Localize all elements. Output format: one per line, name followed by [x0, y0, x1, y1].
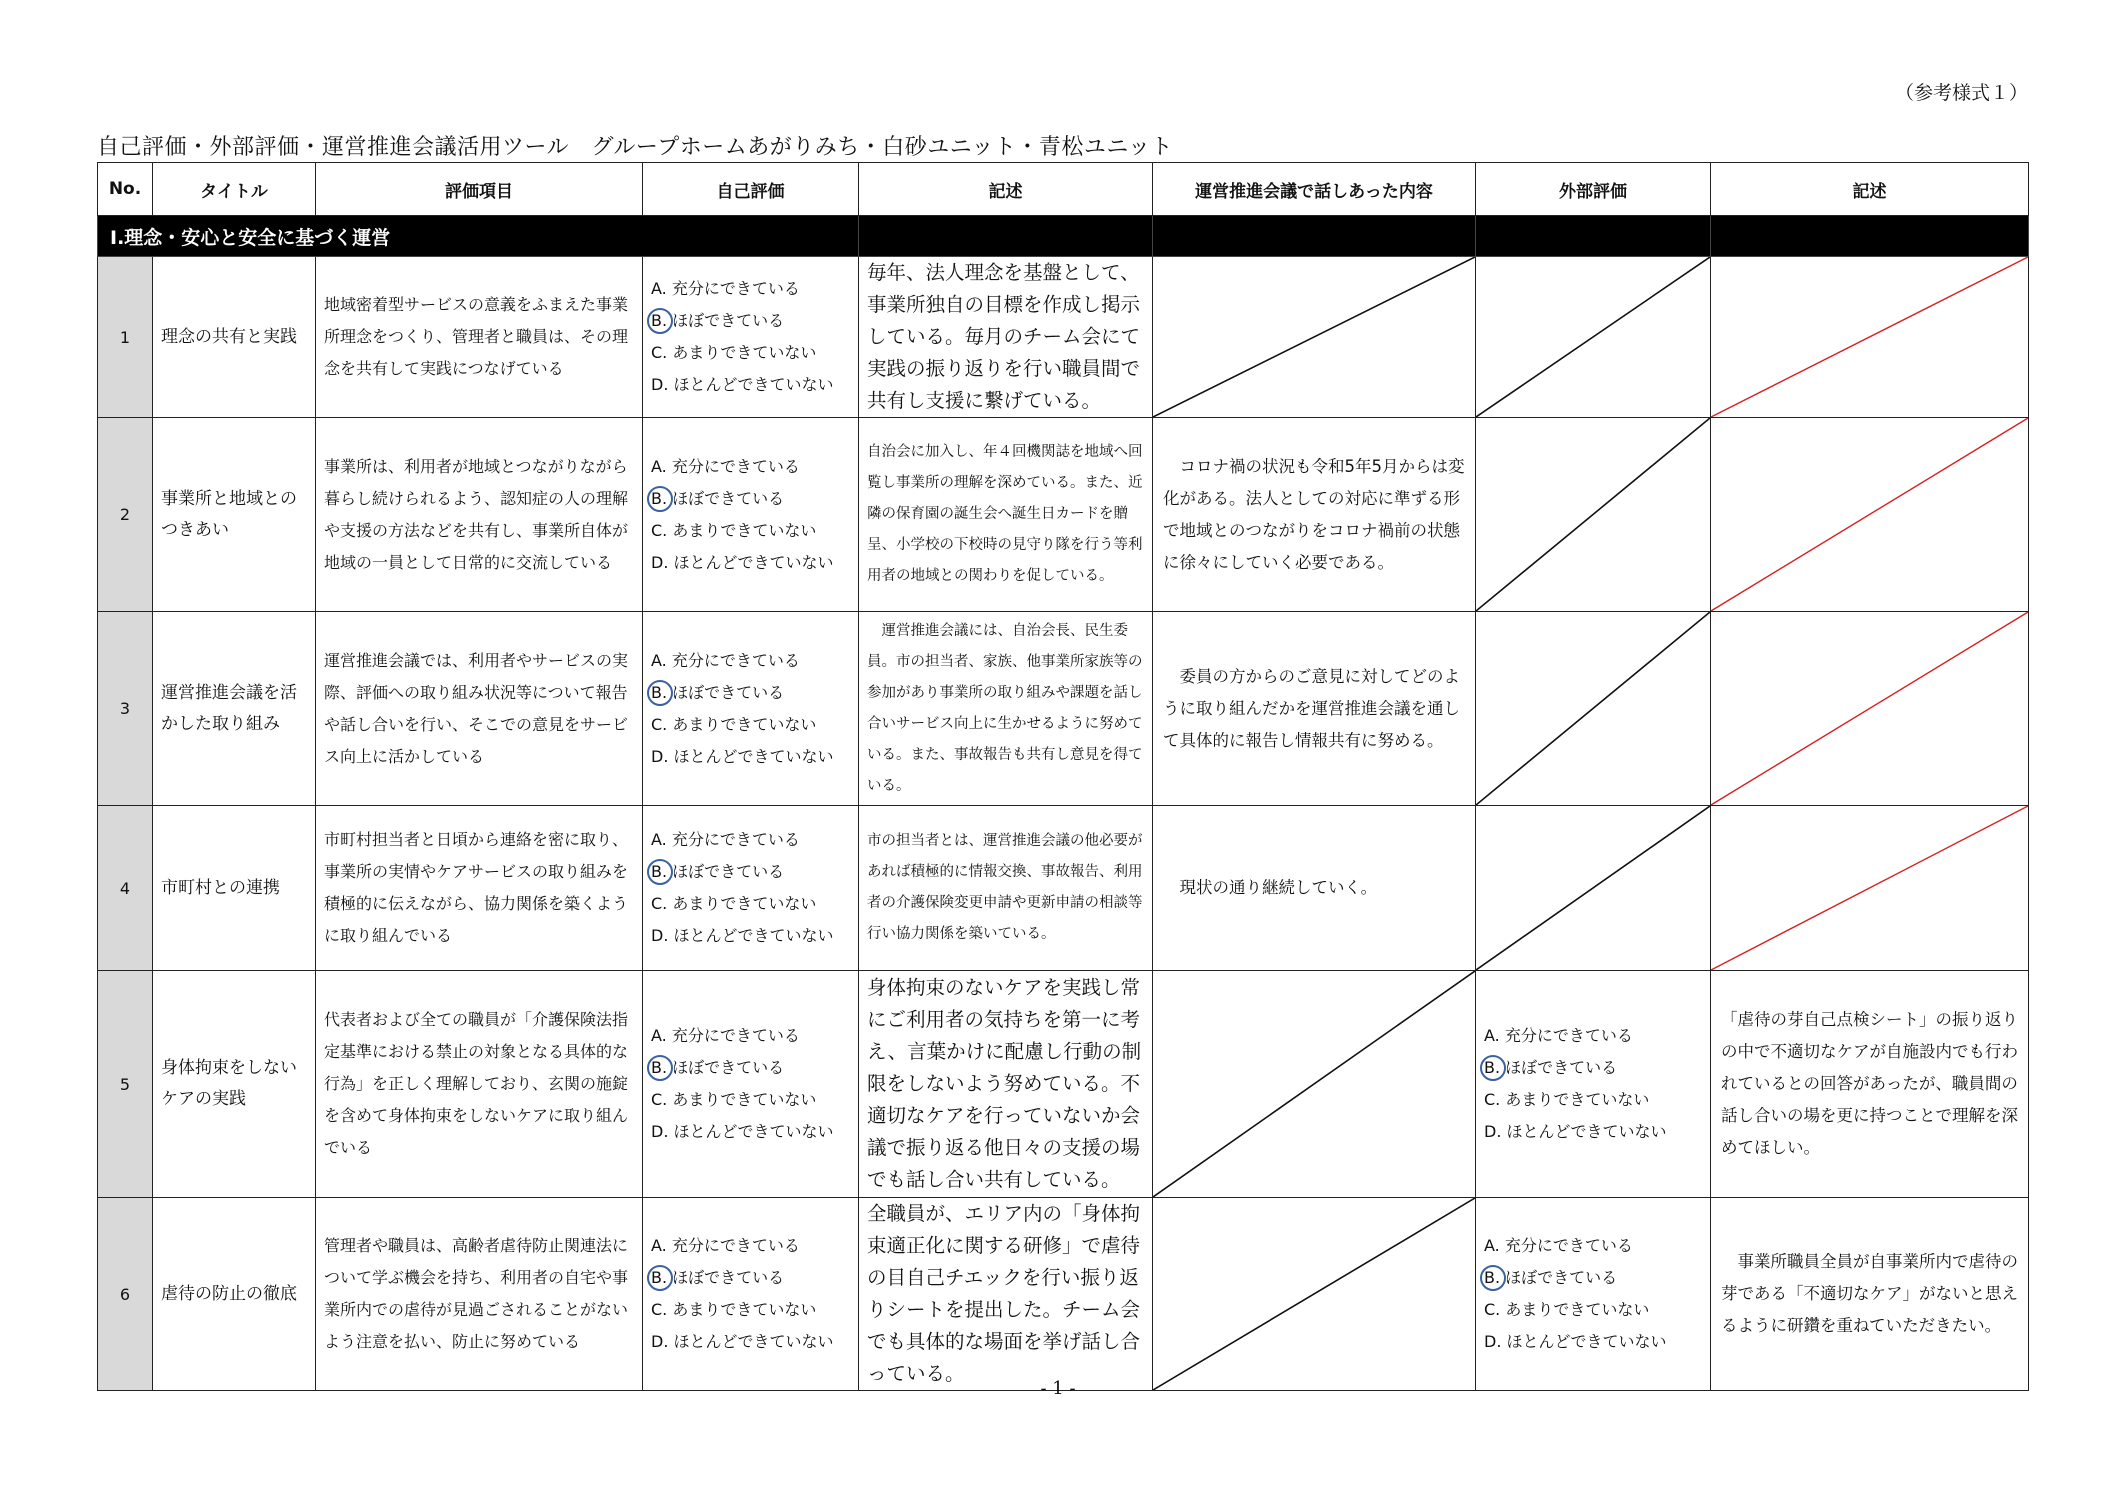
section-title: Ⅰ.理念・安心と安全に基づく運営 [98, 216, 859, 257]
ext-eval-empty [1476, 418, 1711, 612]
meeting-notes-empty [1153, 971, 1476, 1198]
option-d [1484, 1116, 1702, 1148]
row-title [153, 257, 316, 418]
self-eval-desc-text: 運営推進会議には、自治会長、民生委員。市の担当者、家族、他事業所家族等の参加があり事業所の取り組みや課題を話し合いサービス向上に生かせるように努めている。また、事故報告も共有し意見を得ている。 [867, 622, 1143, 794]
self-eval-choices [643, 806, 859, 971]
ext-eval-desc-text: 事業所職員全員が自事業所内で虐待の芽である「不適切なケア」がないと思えるように研鑽を重ねていただきたい。 [1721, 1252, 2018, 1335]
option-label: B. ほぼできている [651, 488, 785, 508]
ext-eval-desc-text: 「虐待の芽自己点検シート」の振り返りの中で不適切なケアが自施設内でも行われているとの回答があったが、職員間の話し合いの場を更に持つことで理解を深めてほしい。 [1721, 1010, 2018, 1157]
table-row [98, 971, 2029, 1198]
selection-circle-icon [1480, 1055, 1506, 1081]
option-b [651, 305, 850, 337]
col-header-item: 評価項目 [316, 163, 643, 216]
table-row [98, 612, 2029, 806]
option-label: D. ほとんどできていない [1484, 1122, 1667, 1141]
option-a [651, 1230, 850, 1262]
option-label: A. 充分にできている [651, 456, 800, 476]
row-eval-item-text: 市町村担当者と日頃から連絡を密に取り、事業所の実情やケアサービスの取り組みを積極的に伝えながら、協力関係を築くように取り組んでいる [324, 830, 629, 945]
self-eval-desc-text: 身体拘束のないケアを実践し常にご利用者の気持ちを第一に考え、言葉かけに配慮し行動の制限をしないよう努めている。不適切なケアを行っていないか会議で振り返る他日々の支援の場でも話し合い共有している。 [867, 976, 1142, 1191]
option-c [651, 888, 850, 920]
self-eval-choices [643, 257, 859, 418]
self-eval-desc [859, 1198, 1153, 1391]
option-label: A. 充分にできている [1484, 1236, 1633, 1255]
ext-eval-choices [1476, 971, 1711, 1198]
row-eval-item-text: 管理者や職員は、高齢者虐待防止関連法について学ぶ機会を持ち、利用者の自宅や事業所内での虐待が見過ごされることがないよう注意を払い、防止に努めている [324, 1236, 629, 1351]
col-header-ext-desc: 記述 [1711, 163, 2029, 216]
option-label: D. ほとんどできていない [651, 746, 834, 766]
option-a [651, 824, 850, 856]
option-label: B. ほぼできている [651, 682, 785, 702]
row-number [98, 971, 153, 1198]
option-label: A. 充分にできている [651, 830, 800, 849]
ext-eval-desc-empty [1711, 806, 2029, 971]
option-label: C. あまりできていない [651, 1300, 817, 1319]
option-c [651, 515, 850, 547]
option-label: A. 充分にできている [1484, 1026, 1633, 1045]
option-b [1484, 1052, 1702, 1084]
section-cell [1476, 216, 1711, 257]
option-a [651, 451, 850, 483]
meeting-notes [1153, 418, 1476, 612]
table-row [98, 418, 2029, 612]
ext-eval-desc [1711, 1198, 2029, 1391]
row-eval-item [316, 257, 643, 418]
option-label: D. ほとんどできていない [651, 375, 834, 394]
diagonal-strike-icon [1711, 418, 2028, 611]
self-eval-desc-text: 市の担当者とは、運営推進会議の他必要があれば積極的に情報交換、事故報告、利用者の介護保険変更申請や更新申請の相談等行い協力関係を築いている。 [867, 833, 1143, 942]
diagonal-strike-icon [1711, 806, 2028, 970]
option-d [651, 547, 850, 579]
diagonal-strike-icon [1711, 612, 2028, 805]
option-d [651, 369, 850, 401]
option-label: A. 充分にできている [651, 650, 800, 670]
row-number [98, 418, 153, 612]
col-header-ext-eval: 外部評価 [1476, 163, 1711, 216]
selection-circle-icon [647, 680, 673, 706]
selection-circle-icon [1480, 1265, 1506, 1291]
meeting-notes-text: 現状の通り継続していく。 [1163, 878, 1378, 897]
row-title-text: 理念の共有と実践 [161, 326, 297, 347]
table-row [98, 806, 2029, 971]
ext-eval-desc-empty [1711, 612, 2029, 806]
row-title [153, 1198, 316, 1391]
table-row [98, 257, 2029, 418]
meeting-notes-empty [1153, 1198, 1476, 1391]
option-label: C. あまりできていない [651, 1090, 817, 1109]
option-a [1484, 1230, 1702, 1262]
option-b [651, 1262, 850, 1294]
row-number-text: 3 [119, 699, 131, 718]
option-a [651, 273, 850, 305]
option-label: C. あまりできていない [651, 343, 817, 362]
row-eval-item-text: 運営推進会議では、利用者やサービスの実際、評価への取り組み状況等について報告や話し合いを行い、そこでの意見をサービス向上に活かしている [324, 650, 629, 766]
self-eval-choices [643, 612, 859, 806]
section-cell [859, 216, 1153, 257]
self-eval-choices [643, 971, 859, 1198]
col-header-desc: 記述 [859, 163, 1153, 216]
diagonal-strike-icon [1476, 612, 1710, 805]
selection-circle-icon [647, 308, 673, 334]
row-eval-item [316, 806, 643, 971]
self-eval-choices [643, 418, 859, 612]
option-label: D. ほとんどできていない [651, 1332, 834, 1351]
ext-eval-desc-empty [1711, 418, 2029, 612]
option-a [651, 645, 850, 677]
row-number-text: 4 [119, 878, 131, 898]
ext-eval-empty [1476, 257, 1711, 418]
row-number [98, 612, 153, 806]
col-header-title: タイトル [153, 163, 316, 216]
col-header-self-eval: 自己評価 [643, 163, 859, 216]
ext-eval-desc-empty [1711, 257, 2029, 418]
option-c [651, 1294, 850, 1326]
option-label: B. ほぼできている [1484, 1058, 1618, 1077]
row-eval-item [316, 418, 643, 612]
option-label: A. 充分にできている [651, 279, 800, 298]
option-label: D. ほとんどできていない [651, 926, 834, 945]
self-eval-desc [859, 612, 1153, 806]
option-c [1484, 1084, 1702, 1116]
col-header-meeting: 運営推進会議で話しあった内容 [1153, 163, 1476, 216]
option-label: C. あまりできていない [1484, 1090, 1650, 1109]
section-cell [1711, 216, 2029, 257]
option-label: A. 充分にできている [651, 1236, 800, 1255]
option-b [651, 1052, 850, 1084]
self-eval-desc [859, 418, 1153, 612]
option-c [1484, 1294, 1702, 1326]
page-number: - 1 - [1040, 1378, 1076, 1399]
option-d [651, 1326, 850, 1358]
diagonal-strike-icon [1476, 257, 1710, 417]
selection-circle-icon [647, 1055, 673, 1081]
meeting-notes-text: コロナ禍の状況も令和5年5月からは変化がある。法人としての対応に準ずる形で地域とのつながりをコロナ禍前の状態に徐々にしていく必要である。 [1163, 456, 1465, 572]
row-number [98, 806, 153, 971]
ext-eval-empty [1476, 612, 1711, 806]
option-label: C. あまりできていない [1484, 1300, 1650, 1319]
row-title [153, 806, 316, 971]
meeting-notes-text: 委員の方からのご意見に対してどのように取り組んだかを運営推進会議を通して具体的に報告し情報共有に努める。 [1163, 666, 1460, 750]
row-title [153, 418, 316, 612]
option-label: D. ほとんどできていない [651, 1122, 834, 1141]
section-header-row [98, 216, 2029, 257]
self-eval-desc [859, 971, 1153, 1198]
self-eval-desc-text: 自治会に加入し、年４回機関誌を地域へ回覧し事業所の理解を深めている。また、近隣の保育園の誕生会へ誕生日カードを贈呈、小学校の下校時の見守り隊を行う等利用者の地域との関わりを促している。 [867, 444, 1143, 584]
row-eval-item-text: 地域密着型サービスの意義をふまえた事業所理念をつくり、管理者と職員は、その理念を共有して実践につなげている [324, 295, 629, 378]
self-eval-desc [859, 257, 1153, 418]
selection-circle-icon [647, 486, 673, 512]
row-title-text: 虐待の防止の徹底 [161, 1283, 297, 1304]
row-title-text: 運営推進会議を活かした取り組み [161, 682, 297, 734]
row-title [153, 971, 316, 1198]
option-label: B. ほぼできている [651, 311, 785, 330]
reference-format-label: （参考様式１） [1894, 82, 2028, 104]
table-header-row [98, 163, 2029, 216]
self-eval-desc-text: 全職員が、エリア内の「身体拘束適正化に関する研修」で虐待の目自己チエックを行い振り返りシートを提出した。チーム会でも具体的な場面を挙げ話し合っている。 [867, 1202, 1141, 1385]
option-label: C. あまりできていない [651, 714, 817, 734]
row-number-text: 6 [119, 1284, 131, 1304]
diagonal-strike-icon [1153, 257, 1475, 417]
row-title-text: 市町村との連携 [161, 877, 280, 898]
option-label: A. 充分にできている [651, 1026, 800, 1045]
option-d [1484, 1326, 1702, 1358]
col-header-no: No. [98, 163, 153, 216]
ext-eval-desc [1711, 971, 2029, 1198]
row-title-text: 事業所と地域とのつきあい [161, 488, 297, 540]
row-eval-item [316, 1198, 643, 1391]
row-eval-item-text: 代表者および全ての職員が「介護保険法指定基準における禁止の対象となる具体的な行為」を正しく理解しており、玄関の施錠を含めて身体拘束をしないケアに取り組んでいる [324, 1010, 629, 1157]
self-eval-desc [859, 806, 1153, 971]
option-b [651, 856, 850, 888]
option-d [651, 741, 850, 773]
row-title-text: 身体拘束をしないケアの実践 [161, 1058, 297, 1109]
row-number-text: 1 [119, 327, 131, 347]
option-label: B. ほぼできている [651, 1058, 785, 1077]
row-number [98, 257, 153, 418]
option-d [651, 920, 850, 952]
option-d [651, 1116, 850, 1148]
option-label: D. ほとんどできていない [1484, 1332, 1667, 1351]
option-label: C. あまりできていない [651, 894, 817, 913]
diagonal-strike-icon [1153, 971, 1475, 1197]
ext-eval-choices [1476, 1198, 1711, 1391]
diagonal-strike-icon [1476, 418, 1710, 611]
row-eval-item [316, 612, 643, 806]
option-label: D. ほとんどできていない [651, 552, 834, 572]
option-label: C. あまりできていない [651, 520, 817, 540]
table-row [98, 1198, 2029, 1391]
option-label: B. ほぼできている [651, 1268, 785, 1287]
option-b [651, 677, 850, 709]
self-eval-choices [643, 1198, 859, 1391]
option-c [651, 337, 850, 369]
row-number [98, 1198, 153, 1391]
document-title: 自己評価・外部評価・運営推進会議活用ツール グループホームあがりみち・白砂ユニット・青松ユニット [97, 135, 1174, 160]
evaluation-table [97, 162, 2029, 1391]
meeting-notes [1153, 806, 1476, 971]
meeting-notes-empty [1153, 257, 1476, 418]
row-eval-item [316, 971, 643, 1198]
row-eval-item-text: 事業所は、利用者が地域とつながりながら暮らし続けられるよう、認知症の人の理解や支援の方法などを共有し、事業所自体が地域の一員として日常的に交流している [324, 456, 629, 572]
row-number-text: 5 [119, 1074, 131, 1094]
section-cell [1153, 216, 1476, 257]
self-eval-desc-text: 毎年、法人理念を基盤として、事業所独自の目標を作成し掲示している。毎月のチーム会にて実践の振り返りを行い職員間で共有し支援に繋げている。 [867, 261, 1141, 412]
row-number-text: 2 [119, 505, 131, 524]
selection-circle-icon [647, 1265, 673, 1291]
option-label: B. ほぼできている [651, 862, 785, 881]
ext-eval-empty [1476, 806, 1711, 971]
diagonal-strike-icon [1711, 257, 2028, 417]
option-c [651, 1084, 850, 1116]
row-title [153, 612, 316, 806]
option-a [1484, 1020, 1702, 1052]
selection-circle-icon [647, 859, 673, 885]
option-a [651, 1020, 850, 1052]
option-c [651, 709, 850, 741]
diagonal-strike-icon [1476, 806, 1710, 970]
meeting-notes [1153, 612, 1476, 806]
option-b [651, 483, 850, 515]
option-label: B. ほぼできている [1484, 1268, 1618, 1287]
diagonal-strike-icon [1153, 1198, 1475, 1390]
option-b [1484, 1262, 1702, 1294]
